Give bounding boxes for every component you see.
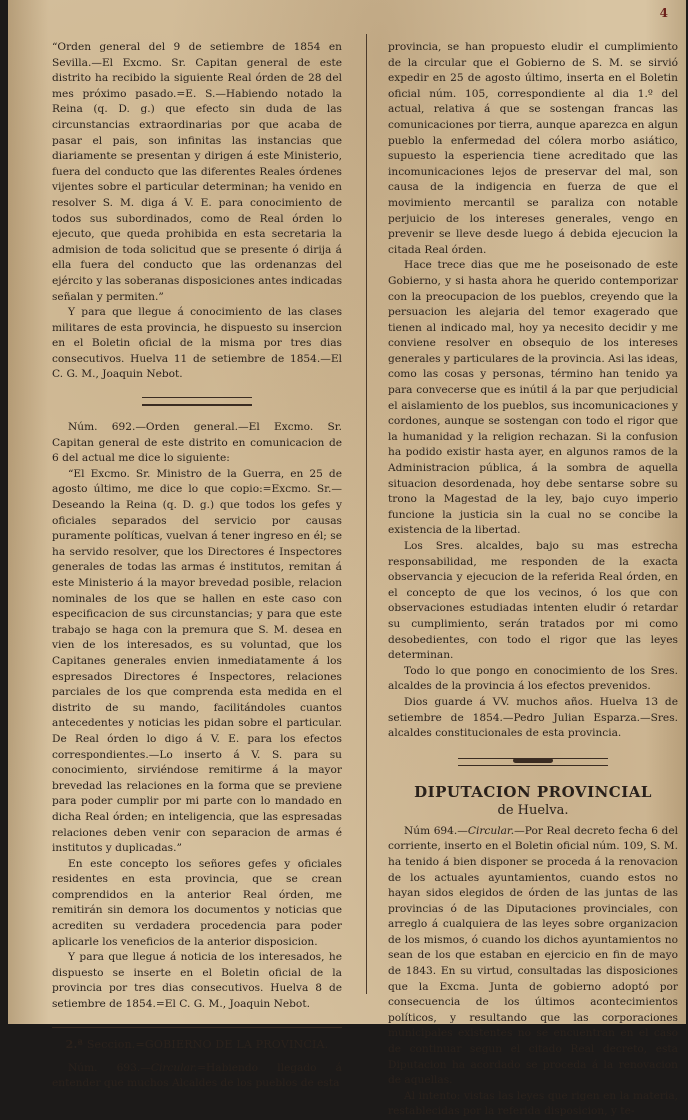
paragraph: Al intento: vistas las leyes que rigen en la materia, restablecidas por la referida disposicion, y te-: [388, 1089, 678, 1118]
column-divider: [366, 34, 367, 994]
order-block-sevilla: [52, 40, 342, 383]
paragraph: Dios guarde á VV. muchos años. Huelva 13 de setiembre de 1854.—Pedro Julian Esparza.—Sres. alcaldes constitucionales de esta provincia.: [388, 695, 678, 740]
paragraph: provincia, se han propuesto eludir el cumplimiento de la circular que el Gobierno de S. M. se sirvió expedir en 25 de agosto último, inserta en el Boletin oficial núm. 105, correspondiente al dia 1.º del actual, relativa á que se sostengan francas las comunicaciones por tierra, aunque aparezca en algun pueblo la enfermedad del cólera morbo asiático, supuesto la esperiencia tiene acreditado que las incomunicaciones lejos de preservar del mal, son causa de la indigencia en fuerza de que el movimiento mercantil se paraliza con notable perjuicio de los intereses generales, vengo en prevenir se lleve desde luego á debida ejecucion la citada Real órden.: [388, 41, 678, 256]
paragraph: Núm. 692.—Orden general.—El Excmo. Sr. Capitan general de este distrito en comunicacion de 6 del actual me dice lo siguiente:: [52, 421, 342, 465]
section-title: =GOBIERNO DE LA PROVINCIA.: [135, 1037, 329, 1051]
order-block-694: [388, 824, 678, 1120]
order-block-693: [52, 1061, 342, 1092]
ornamental-rule: [458, 758, 608, 766]
right-column: [388, 40, 678, 1120]
header-title: DIPUTACION PROVINCIAL: [414, 782, 652, 801]
paragraph: Núm 694.—Circular.—Por Real decreto fecha 6 del corriente, inserto en el Boletin oficial núm. 109, S. M. ha tenido á bien disponer se proceda á la renovacion de los actuales ayuntamientos, cuando estos no hayan sidos elegidos de órden de las juntas de las provincias ó de las Diputaciones provinciales, con arreglo á cualquiera de las leyes sobre organizacion de los mismos, ó cuando los dichos ayuntamientos no sean de los que estaban en ejercicio en fin de mayo de 1843. En su virtud, consultadas las disposiciones que la Excma. Junta de gobierno adoptó por consecuencia de los últimos acontecimientos políticos, y resultando que las corporaciones municipales existentes no se encuentran en el caso de continuar segun el citado Real decreto, esta Diputacion ha acordado se proceda á la renovacion de aquellas.: [388, 824, 678, 1087]
diputacion-header: [388, 782, 678, 820]
circular-continuation: [388, 40, 678, 742]
section-number: 2.ª: [65, 1037, 84, 1051]
paragraph: Hace trece dias que me he poseisonado de este Gobierno, y si hasta ahora he querido contemporizar con la preocupacion de los pueblos, creyendo que la persuacion les alejaria del temor exagerado que tienen al indicado mal, hoy ya necesito decidir y me conviene resolver en obsequio de los intereses generales y particulares de la provincia. Asi las ideas, como las cosas y personas, término han tenido ya para convecerse que es inútil á la par que perjudicial el aislamiento de los pueblos, sus incomunicaciones y cordones, aunque se sostengan con todo el rigor que la humanidad y la religion rechazan. Si la confusion ha podido existir hasta ayer, en algunos ramos de la Administracion pública, á la sombra de aquella situacion desordenada, hoy debe sentarse sobre su trono la Magestad de la ley, bajo cuyo imperio funcione la justicia sin la cual no se concibe la existencia de la libertad.: [388, 259, 678, 537]
paragraph: “El Excmo. Sr. Ministro de la Guerra, en 25 de agosto último, me dice lo que copio:=Excmo. Sr.—Deseando la Reina (q. D. g.) que todos los gefes y oficiales separados del servicio por causas puramente políticas, vuelvan á tener ingreso en él; se ha servido resolver, que los Directores é Inspectores generales de todas las armas é institutos, remitan á este Ministerio á la mayor brevedad posible, relacion nominales de los que se hallen en este caso con especificacion de sus circunstancias; y para que este trabajo se haga con la premura que S. M. desea en vien de los interesados, es su voluntad, que los Capitanes generales envien inmediatamente á los espresados Directores é Inspectores, relaciones parciales de los que comprenda esta medida en el distrito de su mando, facilitándoles cuantos antecedentes y noticias les pidan sobre el particular. De Real órden lo digo á V. E. para los efectos correspondientes.—Lo inserto á V. S. para su conocimiento, sirviéndose remitirme á la mayor brevedad las relaciones en la forma que se previene para poder cumplir por mi parte con lo mandado en dicha Real órden; en inteligencia, que las espresadas relaciones deben venir con separacion de armas é institutos y duplicadas.”: [52, 467, 342, 855]
section-heading: [52, 1027, 342, 1051]
paragraph: Todo lo que pongo en conocimiento de los Sres. alcaldes de la provincia á los efectos prevenidos.: [388, 664, 678, 693]
paragraph: Y para que llegue á conocimiento de las clases militares de esta provincia, he dispuesto su insercion en el Boletin oficial de la misma por tres dias consecutivos. Huelva 11 de setiembre de 1854.—El C. G. M., Joaquin Nebot.: [52, 306, 342, 381]
paragraph: Y para que llegue á noticia de los interesados, he dispuesto se inserte en el Boletin oficial de la provincia por tres dias consecutivos. Huelva 8 de setiembre de 1854.=El C. G. M., Joaquin Nebot.: [52, 951, 342, 1011]
paragraph: “Orden general del 9 de setiembre de 1854 en Sevilla.—El Excmo. Sr. Capitan general de este distrito ha recibido la siguiente Real órden de 28 del mes próximo pasado.=E. S.—Habiendo notado la Reina (q. D. g.) que efecto sin duda de las circunstancias extraordinarias por que acaba de pasar el pais, son infinitas las instancias que diariamente se presentan y dirigen á este Ministerio, fuera del conducto que las diferentes Reales órdenes vijentes sobre el particular determinan; ha venido en resolver S. M. diga á V. E. para conocimiento de todos sus subordinados, como de Real órden lo ejecuto, que queda prohibida en esta secretaria la admision de toda solicitud que se presente ó dirija á ella fuera del conducto que las ordenanzas del ejército y las soberanas disposiciones antes indicadas señalan y permiten.”: [52, 41, 342, 303]
page-number: 4: [659, 6, 668, 20]
left-column: [52, 40, 342, 1092]
header-subtitle: de Huelva.: [497, 802, 569, 818]
section-label: Seccion.: [86, 1037, 136, 1051]
newspaper-page: [8, 0, 686, 1118]
paragraph: Núm. 693.—Circular.=Habiendo llegado á entender que muchos Alcaldes de los pueblos de esta: [52, 1061, 342, 1090]
order-block-692: [52, 420, 342, 1013]
paragraph: Los Sres. alcaldes, bajo su mas estrecha responsabilidad, me responden de la exacta observancia y ejecucion de la referida Real órden, en el concepto de que los vecinos, ó los que con observaciones estudiadas intenten eludir ó retardar su cumplimiento, serán tratados por mi como desobedientes, con todo el rigor que las leyes determinan.: [388, 540, 678, 662]
ornamental-rule: [142, 397, 252, 406]
paragraph: En este concepto los señores gefes y oficiales residentes en esta provincia, que se crean comprendidos en la anterior Real órden, me remitirán sin demora los documentos y noticias que acrediten su verdadera procedencia para poder aplicarle los veneficios de la anterior disposicion.: [52, 857, 342, 948]
